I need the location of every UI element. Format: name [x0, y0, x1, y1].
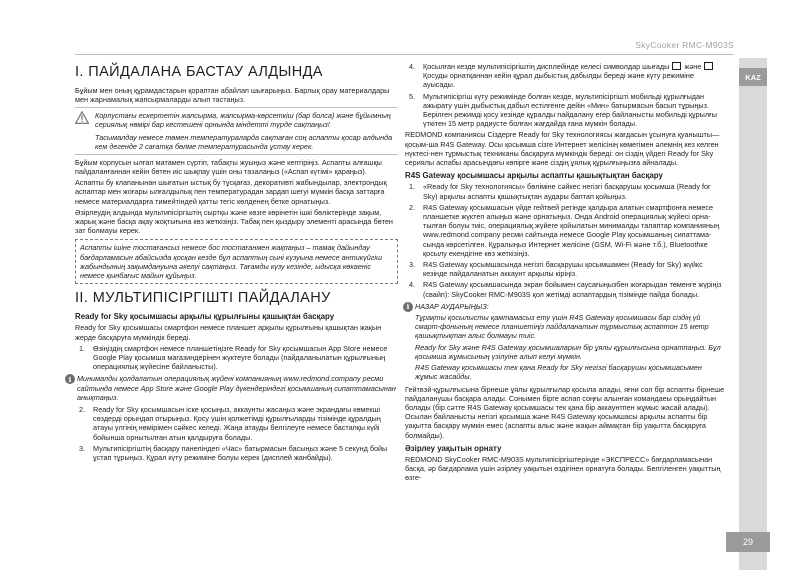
note-block	[403, 302, 725, 382]
display-symbol-icon	[672, 62, 681, 70]
side-strip	[739, 58, 767, 570]
note-title: НАЗАР АУДАРЫҢЫЗ:	[415, 301, 489, 311]
note-text-3: R4S Gateway қосымшасы тек қана Ready for Sky негізгі басқарушы қосымшасымен жұмыс жасайды.	[415, 363, 702, 382]
divider	[75, 107, 398, 108]
steps-list	[405, 62, 725, 128]
left-column	[68, 62, 398, 464]
info-block	[65, 374, 398, 402]
list-item: 1. «Ready for Sky технологиясы» бөлімінe сәйкес негізгі басқарушы қосымша (Ready for Sky) арқылы аспапты қашықтықтан аудары баптап қойыңыз.	[409, 182, 711, 201]
note-text-2: Ready for Sky және R4S Gateway қосымшаларын бір ұялы құрылғысына орнатпаңыз. Бұл қосымша жұмысының үзілуіне алып келуі мүмкін.	[415, 342, 721, 361]
list-item: 3. R4S Gateway қосымшасында негізгі басқарушы қосымшамен (Ready for Sky) жүйкс кезінде пайдаланатын аккаунт арқылы кіріңіз.	[409, 260, 703, 279]
info-text: Минималды қолдалатын операциялық жүйені компанияның www.redmond.company ресми сайтында немесе App Store және Google Play дүкендеріндегі қосымшаның сипаттамасынан анықтаңыз.	[77, 374, 396, 402]
list-item: 2. R4S Gateway қосымшасын үйде гейтвей ретінде қалдыра алатын смартфонға немесе планшетке жүктеп алыңыз және орнатыңыз. Онда Android операциялық жүйесі орна-тылған болуы тиіс, операциялық жүйеге қойылатын минималды талаптар компанияның www.redmond.company ресми сайтында немесе Google Play қосымшаның сипаттама-сында көрсетілген. Құралыңыз Интернет желісіне (GSM, Wi-Fi және т.б.), Bluetoothке қосылу екендігіне көз жеткізіңіз.	[409, 202, 720, 258]
info-icon: i	[65, 374, 75, 384]
right-column	[405, 62, 725, 485]
header-model-title: SkyCooker RMC-M903S	[635, 40, 734, 50]
caution-box: Аспапты ішіне тостағансыз немесе бос тостағанмен жақпаңыз – тамақ дайындау бағдарламасын абайсызда қосқан кезде бұл аспаптың сынi күзуына немесе антикүйгіш жабындының зақымдануына әкелуі сақтаңыз. Тағамды күзу кезінде, ыдысқа көкаеніс немесе қынбағыс майын құйыңыз.	[75, 239, 398, 284]
steps-list	[75, 344, 398, 372]
gateway-steps	[405, 182, 725, 298]
list-item: 2. Ready for Sky қосымшасын іске қосыңыз, аккаунты жасаңыз және экрандағы көмекші сөздерді орындап отырыңыз. Қосу үшін қолжетімді құрылғыларды тізімінде құралдың атауы үлгінің нөмірімен сәйкес келеді. Жаңа атауды белгілеуге немесе бастапқы күйі бойынша орнытылған атын қалдыруға болады.	[79, 405, 381, 442]
paragraph-placement: Аспапты бу клапанынан шығатын ыстық бу тұсқағаз, декоративті жабындылар, электрондық аспаптар мен жоғары ылғалдылық пен температурадан зардап шегуі мүмкін басқа заттарға немесе материалдарға тимейтіндей қатты тегіс көлденең бетке орнатыңыз.	[75, 178, 387, 206]
warning-text-2: Тасымалдау немесе төмен температураларда сақтаған соң аспапты қосар алдында кем дегенде 2 сағатқа бөлме температурасында ұстау керек.	[95, 132, 393, 151]
list-item: 3. Мультипісіргіштің басқару панеліндегі «Час» батырмасын басыңыз және 5 секунд бойы ұстап тұрыңыз. Құрал күту режиміне болуы керек (дисплей жанбайды).	[79, 443, 388, 463]
paragraph-clean: Бұйым корпусын ылғал матамен сүртіп, табақты жуыңыз және кептіріңіз. Аспапты алғашқы пайдаланғаннан кейін бөтен иіс шықпау үшін оны тазалаңыз («Аспап күтімі» қараңыз).	[75, 157, 382, 177]
display-symbol-icon	[704, 62, 713, 70]
language-tab: KAZ	[739, 68, 767, 86]
subheading-ready-for-sky: Ready for Sky қосымшасы арқылы құрылғыны қашықтан басқару	[75, 312, 335, 322]
divider	[75, 154, 398, 155]
section-2-title: II. МУЛЬТИПІСІРГІШТІ ПАЙДАЛАНУ	[75, 290, 331, 307]
paragraph-check: Әзірлеудің алдында мультипісіргіштің сыртқы және көзге көрінетін ішкі бөліктерінде зақым, жарық және басқа ақау жоқтығына көз жеткізіңіз. Табақ пен қыздыру элементі арасында бөтен зат болмауы керек.	[75, 207, 393, 236]
warning-block	[75, 111, 398, 151]
header-divider	[75, 54, 734, 55]
subheading-r4s-gateway: R4S Gateway қосымшасы арқылы аспапты қашықтықтан басқару	[405, 171, 663, 181]
warning-icon	[75, 111, 89, 124]
warning-text-1: Корпустағы ескертетін жапсырма, жапсырма-көрсеткіш (бар болса) және бұйымның сериялық нөмірі бар кестешені орнында міндетті түрде сақтаңыз!	[95, 111, 391, 130]
section-1-title: I. ПАЙДАЛАНА БАСТАУ АЛДЫНДА	[75, 64, 323, 80]
note-text-1: Тұрақты қосылысты қамтамасыз ету үшін R4S Gateway қосымшасы бар сіздің үй смарт-фонының немесе планшетіңіз пайдаланатын тұрмыстық аспаптон 15 метр қашықтықтан алыс болмауы тиіс.	[415, 313, 709, 341]
intro-paragraph: Бұйым мен оның құрамдастарын қораптан абайлап шығарыңыз. Барлық орау материалдары мен жарнамалық жапсырмаларды алып тастаңыз.	[75, 86, 390, 105]
list-item: 1. Өзіңіздің смартфон немесе планшетіңізге Ready for Sky қосымшасын App Store немесе Google Play қосымша магазиндерінен жүктеуге болады (пайдаланылатын құрылғының операциялық жүйесіне байланысты).	[79, 343, 388, 372]
paragraph-r4s: REDMOND компаниясы Сіздерге Ready for Sky технологиясы жағдасын ұсынуға қуанышты—қосым-ша R4S Gateway. Осы қосымша сізге Интернет желісінің көмегімен әлемнің кез келген нүктесі-нен тұрмыстық техниканы басқаруға мүмкіндік береді: он сіздің үйдегі Ready for Sky сериялы аспабы арасындағы көпірге және сіздің ұялық құрылғыңызға айналады.	[405, 130, 720, 168]
list-item: 4. R4S Gateway қосымшасында экран бойымен саусағыңызбен жоғарыдан төменге жүріңіз (свайп): SkyCooker RMC-M903S қол жетімді аспаптардың тізімінде пайда болады.	[409, 280, 722, 299]
list-item: 4. Қосылған кезде мультипісіргіштің дисплейінде келесі символдар шығады және Қосуды орнатқаннан кейін құрал дыбыстық дабылды береді және күту режиміне ауысады.	[405, 62, 725, 90]
info-icon: i	[403, 302, 413, 312]
paragraph-ready-for-sky: Ready for Sky қосымшасы смартфон немесе планшет арқылы құрылғыны қашықтан жақын жерде басқаруға мүмкіндік береді.	[75, 323, 382, 342]
paragraph-gateway-devices: Гейтвэй-құрылғысына бірнеше ұялы құрылғылар қосыла алады, яғни сол бір аспапты бірнеше пайдаланушы басқара алады. Сонымен бірге аспап соңғы алынған командаеы орындайтын болады (бір сәтте R4S Gateway қосымшасы тек қана бір аккаунтпен жұмыс жасай алады). Осылан байланысты негізгі қосымша және R4S Gateway қосымшасы арқылы аспапты бір уақытта басқару мүмкін емес (аспапты алыс және жақын аймақтан бір уақытта басқаруға болмайды).	[405, 384, 725, 440]
list-item: 5. Мультипісіргіш күту режимінде болған кезде, мультипісіргішті мобильді құрылғыдан ажырату үшін дыбыстық дабыл естілгенге дейін «Мин» батырмасын басып тұрыңыз. Берілген режимді қосу кезінде құралды пайдалану егер байланысты мобильді құрылғы үткітен 15 метр радиусте болған жағдайда ғана мүмкін болады.	[409, 91, 717, 129]
subheading-cook-time: Әзірлеу уақытын орнату	[405, 443, 502, 453]
page-number: 29	[726, 532, 770, 552]
paragraph-cook-time: REDMOND SkyCooker RMC-M903S мультипісіргіштерінде «ЭКСПРЕСС» бағдарламасынан басқа, әр бағдарлама үшін әзірлеу уақытын өздігінен орнатуға болады. Белгіленген уақыттың өзге-	[405, 454, 721, 483]
steps-list	[75, 405, 398, 462]
